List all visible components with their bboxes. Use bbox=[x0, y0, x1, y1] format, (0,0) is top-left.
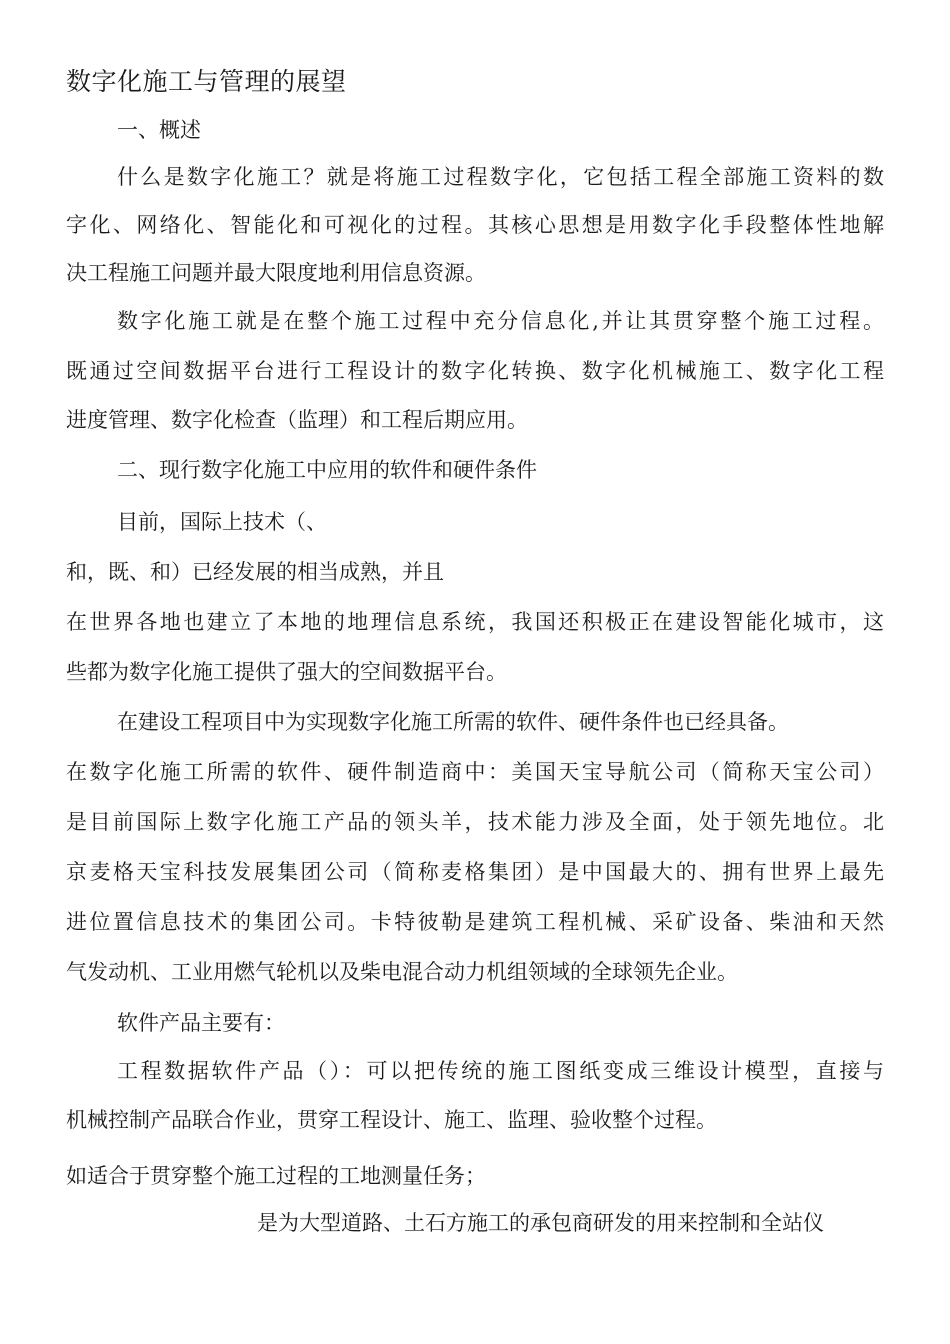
section-heading-software-hardware: 二、现行数字化施工中应用的软件和硬件条件 bbox=[117, 458, 537, 482]
document-title: 数字化施工与管理的展望 bbox=[66, 67, 347, 96]
paragraph-line: 在建设工程项目中为实现数字化施工所需的软件、硬件条件也已经具备。 bbox=[117, 710, 789, 734]
paragraph-line: 在数字化施工所需的软件、硬件制造商中：美国天宝导航公司（简称天宝公司） bbox=[66, 760, 884, 784]
paragraph-line: 是目前国际上数字化施工产品的领头羊，技术能力涉及全面，处于领先地位。北 bbox=[66, 810, 884, 834]
paragraph-line: 气发动机、工业用燃气轮机以及柴电混合动力机组领域的全球领先企业。 bbox=[66, 960, 738, 984]
paragraph-line: 和，既、和）已经发展的相当成熟，并且 bbox=[66, 560, 444, 584]
paragraph-line: 是为大型道路、土石方施工的承包商研发的用来控制和全站仪 bbox=[257, 1211, 824, 1235]
paragraph-line: 既通过空间数据平台进行工程设计的数字化转换、数字化机械施工、数字化工程 bbox=[66, 359, 884, 383]
paragraph-line: 进位置信息技术的集团公司。卡特彼勒是建筑工程机械、采矿设备、柴油和天然 bbox=[66, 910, 884, 934]
paragraph-line: 什么是数字化施工？就是将施工过程数字化，它包括工程全部施工资料的数 bbox=[117, 165, 884, 189]
paragraph-line: 数字化施工就是在整个施工过程中充分信息化,并让其贯穿整个施工过程。 bbox=[117, 309, 884, 333]
paragraph-line: 决工程施工问题并最大限度地利用信息资源。 bbox=[66, 261, 486, 285]
paragraph-line: 软件产品主要有： bbox=[117, 1011, 285, 1035]
section-heading-overview: 一、概述 bbox=[117, 118, 201, 142]
paragraph-line: 京麦格天宝科技发展集团公司（简称麦格集团）是中国最大的、拥有世界上最先 bbox=[66, 860, 884, 884]
paragraph-line: 目前，国际上技术（、 bbox=[117, 510, 327, 534]
paragraph-line: 机械控制产品联合作业，贯穿工程设计、施工、监理、验收整个过程。 bbox=[66, 1108, 717, 1132]
paragraph-line: 工程数据软件产品（）：可以把传统的施工图纸变成三维设计模型，直接与 bbox=[117, 1059, 884, 1083]
paragraph-line: 如适合于贯穿整个施工过程的工地测量任务； bbox=[66, 1164, 486, 1188]
paragraph-line: 进度管理、数字化检查（监理）和工程后期应用。 bbox=[66, 408, 528, 432]
paragraph-line: 在世界各地也建立了本地的地理信息系统，我国还积极正在建设智能化城市，这 bbox=[66, 610, 884, 634]
paragraph-line: 些都为数字化施工提供了强大的空间数据平台。 bbox=[66, 660, 507, 684]
paragraph-line: 字化、网络化、智能化和可视化的过程。其核心思想是用数字化手段整体性地解 bbox=[66, 213, 884, 237]
